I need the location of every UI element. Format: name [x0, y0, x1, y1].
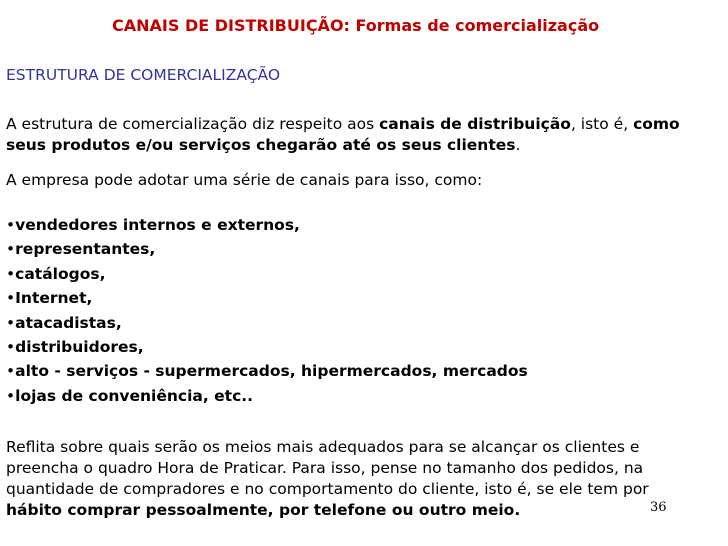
channels-list: [6, 213, 528, 408]
list-item-text: atacadistas,: [15, 313, 122, 332]
channels-intro-paragraph: A empresa pode adotar uma série de canais para isso, como:: [6, 171, 483, 189]
intro-text-1: A estrutura de comercialização diz respeito aos: [6, 115, 380, 133]
bullet-icon: •: [6, 216, 16, 234]
bullet-icon: •: [6, 386, 16, 405]
list-item: [6, 262, 528, 286]
intro-end: .: [515, 136, 521, 154]
bullet-icon: •: [6, 338, 16, 357]
list-item: [6, 286, 528, 310]
bullet-icon: •: [6, 362, 16, 381]
list-item-text: Internet,: [15, 289, 93, 308]
list-item: [6, 335, 528, 359]
list-item-text: representantes,: [15, 240, 156, 259]
reflection-line-2: preencha o quadro Hora de Praticar. Para isso, pense no tamanho dos pedidos, na: [6, 459, 644, 477]
list-item: [6, 384, 528, 408]
reflection-paragraph: [6, 437, 649, 521]
section-heading: ESTRUTURA DE COMERCIALIZAÇÃO: [6, 66, 281, 84]
bullet-icon: •: [6, 313, 16, 332]
reflection-line-3: quantidade de compradores e no comportamento do cliente, isto é, se ele tem por: [6, 480, 649, 498]
page-number: 36: [650, 500, 667, 515]
slide-title: CANAIS DE DISTRIBUIÇÃO: Formas de comercialização: [112, 16, 600, 35]
bullet-icon: •: [6, 289, 16, 308]
list-item: [6, 311, 528, 335]
intro-paragraph: [6, 114, 680, 156]
intro-text-2: , isto é,: [570, 115, 634, 133]
list-item: [6, 213, 528, 237]
intro-bold-how-line1: como: [633, 115, 680, 133]
reflection-line-1: Reflita sobre quais serão os meios mais adequados para se alcançar os clientes e: [6, 438, 640, 456]
list-item: [6, 359, 528, 383]
reflection-line-4-bold: hábito comprar pessoalmente, por telefone ou outro meio.: [6, 501, 521, 519]
intro-bold-how-line2: seus produtos e/ou serviços chegarão até os seus clientes: [6, 136, 516, 154]
bullet-icon: •: [6, 264, 16, 283]
list-item-text: alto - serviços - supermercados, hipermercados, mercados: [15, 362, 528, 381]
intro-bold-channels: canais de distribuição: [379, 115, 571, 133]
list-item-text: vendedores internos e externos,: [15, 216, 300, 234]
list-item-text: catálogos,: [15, 264, 106, 283]
list-item-text: lojas de conveniência, etc..: [15, 386, 254, 405]
list-item: [6, 237, 528, 261]
bullet-icon: •: [6, 240, 16, 259]
list-item-text: distribuidores,: [15, 338, 144, 357]
